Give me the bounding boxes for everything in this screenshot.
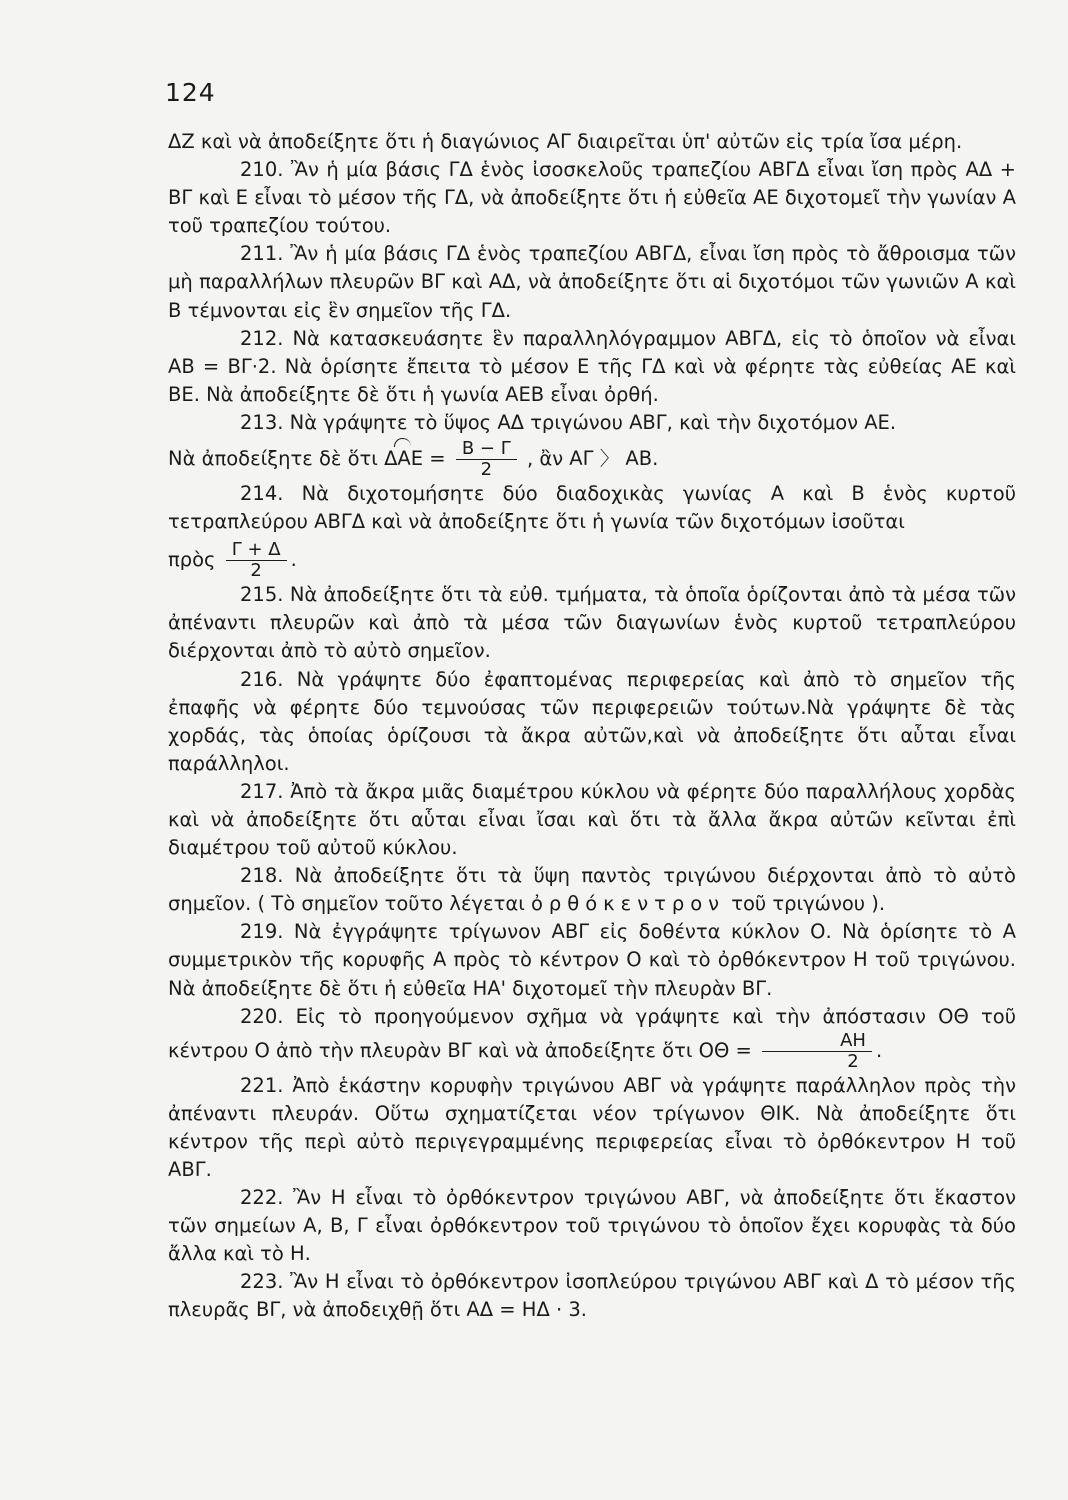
exercise-218 [168,862,1016,918]
exercise-214-formula-line [168,540,1016,581]
exercise-218-statement: 218. Νὰ ἀποδείξητε ὅτι τὰ ὕψη παντὸς τριγώνου διέρχονται ἀπὸ τὸ αὐτὸ σημεῖον. ( Τὸ σημεῖον τοῦτο λέγεται [168,864,1016,916]
fraction-numerator: ΑΗ [762,1031,872,1052]
exercise-213-prove: Νὰ ἀποδείξητε δὲ ὅτι [168,447,378,471]
equals-sign: = [429,447,446,471]
fraction-denominator: 2 [847,1050,859,1072]
exercise-209-continuation: ΔΖ καὶ νὰ ἀποδείξητε ὅτι ἡ διαγώνιος ΑΓ διαιρεῖται ὑπ' αὐτῶν εἰς τρία ἴσα μέρη. [168,130,963,153]
exercise-213-formula-line [168,439,1016,480]
exercise-214 [168,480,1016,581]
exercise-220-statement: 220. Εἰς τὸ προηγούμενον σχῆμα νὰ γράψητε καὶ τὴν ἀπόστασιν ΟΘ τοῦ κέντρου Ο ἀπὸ τὴν πλευρὰν ΒΓ καὶ νὰ ἀποδείξητε ὅτι ΟΘ = [168,1004,1016,1062]
period: . [875,1038,883,1062]
angle-dae: ΔΑΕ [384,445,423,473]
exercise-214-statement: 214. Νὰ διχοτομήσητε δύο διαδοχικὰς γωνίας Α καὶ Β ἑνὸς κυρτοῦ τετραπλεύρου ΑΒΓΔ καὶ νὰ ἀποδείξητε ὅτι ἡ γωνία τῶν διχοτόμων ἰσοῦται [168,482,1016,534]
fraction-ah-over-2 [762,1031,872,1072]
period: . [290,548,297,572]
fraction-denominator: 2 [250,560,262,582]
orthocenter-term: ὀρθόκεντρον [531,892,726,916]
exercise-218-end: τοῦ τριγώνου ). [731,892,886,916]
exercise-222: 222. Ἂν Η εἶναι τὸ ὀρθόκεντρον τριγώνου ΑΒΓ, νὰ ἀποδείξητε ὅτι ἕκαστον τῶν σημείων Α, Β, Γ εἶναι ὀρθόκεντρον τοῦ τριγώνου τὸ ὁποῖον ἔχει κορυφὰς τὰ δύο ἄλλα καὶ τὸ Η. [168,1186,1016,1266]
exercise-220 [168,1003,1016,1072]
exercise-214-pros: πρὸς [168,548,216,572]
exercise-219: 219. Νὰ ἐγγράψητε τρίγωνον ΑΒΓ εἰς δοθέντα κύκλον Ο. Νὰ ὁρίσητε τὸ Α συμμετρικὸν τῆς κορυφῆς Α πρὸς τὸ κέντρον Ο καὶ τὸ ὀρθόκεντρον Η τοῦ τριγώνου. Νὰ ἀποδείξητε δὲ ὅτι ἡ εὐθεῖα ΗΑ' διχοτομεῖ τὴν πλευρὰν ΒΓ. [168,920,1016,1000]
fraction-numerator: Γ + Δ [226,540,287,561]
page-number: 124 [165,78,216,107]
exercise-217: 217. Ἀπὸ τὰ ἄκρα μιᾶς διαμέτρου κύκλου νὰ φέρητε δύο παραλλήλους χορδὰς καὶ νὰ ἀποδείξητε ὅτι αὗται εἶναι ἴσαι καὶ ὅτι τὰ ἄλλα ἄκρα αὐτῶν κεῖνται ἐπὶ διαμέτρου τοῦ αὐτοῦ κύκλου. [168,779,1016,860]
exercise-213 [168,409,1016,480]
exercise-213-statement: 213. Νὰ γράψητε τὸ ὕψος ΑΔ τριγώνου ΑΒΓ, καὶ τὴν διχοτόμον ΑΕ. [240,410,897,434]
fraction-g-plus-d [226,540,287,581]
exercise-text [168,128,1016,1325]
fraction-denominator: 2 [480,459,493,481]
exercise-213-condition: , ἂν ΑΓ 〉 ΑΒ. [526,447,659,471]
exercise-223: 223. Ἂν Η εἶναι τὸ ὀρθόκεντρον ἰσοπλεύρου τριγώνου ΑΒΓ καὶ Δ τὸ μέσον τῆς πλευρᾶς ΒΓ, νὰ ἀποδειχθῇ ὅτι ΑΔ = ΗΔ · 3. [168,1270,1016,1322]
exercise-211: 211. Ἂν ἡ μία βάσις ΓΔ ἑνὸς τραπεζίου ΑΒΓΔ, εἶναι ἴση πρὸς τὸ ἄθροισμα τῶν μὴ παραλλήλων πλευρῶν ΒΓ καὶ ΑΔ, νὰ ἀποδείξητε ὅτι αἱ διχοτόμοι τῶν γωνιῶν Α καὶ Β τέμνονται εἰς ἓν σημεῖον τῆς ΓΔ. [168,242,1016,322]
exercise-210: 210. Ἂν ἡ μία βάσις ΓΔ ἑνὸς ἰσοσκελοῦς τραπεζίου ΑΒΓΔ εἶναι ἴση πρὸς ΑΔ + ΒΓ καὶ Ε εἶναι τὸ μέσον τῆς ΓΔ, νὰ ἀποδείξητε ὅτι ἡ εὐθεῖα ΑΕ διχοτομεῖ τὴν γωνίαν Α τοῦ τραπεζίου τούτου. [168,158,1016,238]
fraction-numerator: Β − Γ [456,439,517,460]
fraction-b-minus-g [456,439,517,480]
exercise-212: 212. Νὰ κατασκευάσητε ἓν παραλληλόγραμμον ΑΒΓΔ, εἰς τὸ ὁποῖον νὰ εἶναι ΑΒ = ΒΓ·2. Νὰ ὁρίσητε ἔπειτα τὸ μέσον Ε τῆς ΓΔ καὶ νὰ φέρητε τὰς εὐθείας ΑΕ καὶ ΒΕ. Νὰ ἀποδείξητε δὲ ὅτι ἡ γωνία ΑΕΒ εἶναι ὀρθή. [168,326,1016,406]
exercise-216: 216. Νὰ γράψητε δύο ἐφαπτομένας περιφερείας καὶ ἀπὸ τὸ σημεῖον τῆς ἐπαφῆς νὰ φέρητε δύο τεμνούσας τῶν περιφερειῶν τούτων.Νὰ γράψητε δὲ τὰς χορδάς, τὰς ὁποίας ὁρίζουσι τὰ ἄκρα αὐτῶν,καὶ νὰ ἀποδείξητε ὅτι αὗται εἶναι παράλληλοι. [168,667,1016,775]
exercise-215: 215. Νὰ ἀποδείξητε ὅτι τὰ εὐθ. τμήματα, τὰ ὁποῖα ὁρίζονται ἀπὸ τὰ μέσα τῶν ἀπέναντι πλευρῶν καὶ ἀπὸ τὰ μέσα τῶν διαγωνίων ἑνὸς κυρτοῦ τετραπλεύρου διέρχονται ἀπὸ τὸ αὐτὸ σημεῖον. [168,583,1016,663]
exercise-221: 221. Ἀπὸ ἑκάστην κορυφὴν τριγώνου ΑΒΓ νὰ γράψητε παράλληλον πρὸς τὴν ἀπέναντι πλευράν. Οὕτω σχηματίζεται νέον τρίγωνον ΘΙΚ. Νὰ ἀποδείξητε ὅτι κέντρον τῆς περὶ αὐτὸ περιγεγραμμένης περιφερείας εἶναι τὸ ὀρθόκεντρον Η τοῦ ΑΒΓ. [168,1073,1016,1181]
